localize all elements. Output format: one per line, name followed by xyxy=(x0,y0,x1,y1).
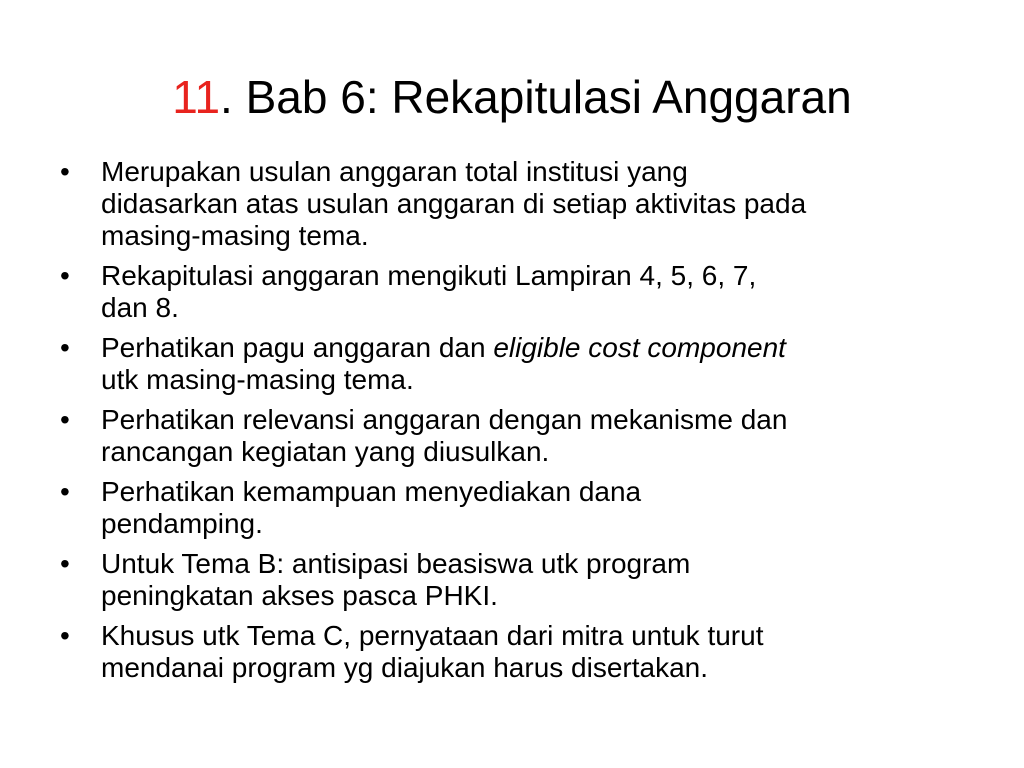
bullet-item xyxy=(60,404,980,468)
bullet-line: didasarkan atas usulan anggaran di setiap aktivitas pada xyxy=(101,188,807,219)
bullet-text xyxy=(101,156,806,251)
slide-title xyxy=(0,62,1024,132)
bullet-line: Rekapitulasi anggaran mengikuti Lampiran 4, 5, 6, 7, xyxy=(101,260,757,291)
bullet-line: masing-masing tema. xyxy=(101,220,369,251)
bullet-line: Perhatikan pagu anggaran dan xyxy=(101,332,494,363)
bullet-dot-icon: • xyxy=(60,548,70,579)
bullet-line: Perhatikan kemampuan menyediakan dana xyxy=(101,476,642,507)
bullet-line: pendamping. xyxy=(101,508,263,539)
bullet-dot-icon: • xyxy=(60,332,70,363)
bullet-text xyxy=(101,620,763,683)
bullet-item xyxy=(60,260,980,324)
bullet-line: rancangan kegiatan yang diusulkan. xyxy=(101,436,550,467)
bullet-item xyxy=(60,156,980,252)
bullet-line: mendanai program yg diajukan harus disertakan. xyxy=(101,652,709,683)
bullet-item xyxy=(60,620,980,684)
bullet-line: peningkatan akses pasca PHKI. xyxy=(101,580,498,611)
bullet-text xyxy=(101,260,756,323)
bullet-dot-icon: • xyxy=(60,620,70,651)
bullet-dot-icon: • xyxy=(60,404,70,435)
bullet-italic-term: eligible cost component xyxy=(493,332,786,363)
bullet-line: Merupakan usulan anggaran total institusi yang xyxy=(101,156,688,187)
bullet-line: Khusus utk Tema C, pernyataan dari mitra untuk turut xyxy=(101,620,764,651)
bullet-line: Perhatikan relevansi anggaran dengan mekanisme dan xyxy=(101,404,788,435)
title-text: . Bab 6: Rekapitulasi Anggaran xyxy=(220,71,852,123)
bullet-text xyxy=(101,548,690,611)
bullet-line: utk masing-masing tema. xyxy=(101,364,414,395)
bullet-text xyxy=(101,404,787,467)
bullet-line: dan 8. xyxy=(101,292,179,323)
bullet-text xyxy=(101,332,786,395)
bullet-dot-icon: • xyxy=(60,476,70,507)
bullet-dot-icon: • xyxy=(60,156,70,187)
bullet-item xyxy=(60,548,980,612)
bullet-dot-icon: • xyxy=(60,260,70,291)
bullet-list xyxy=(60,156,980,692)
bullet-text xyxy=(101,476,641,539)
bullet-line: Untuk Tema B: antisipasi beasiswa utk program xyxy=(101,548,691,579)
bullet-item xyxy=(60,332,980,396)
title-number: 11 xyxy=(172,71,221,123)
bullet-item xyxy=(60,476,980,540)
